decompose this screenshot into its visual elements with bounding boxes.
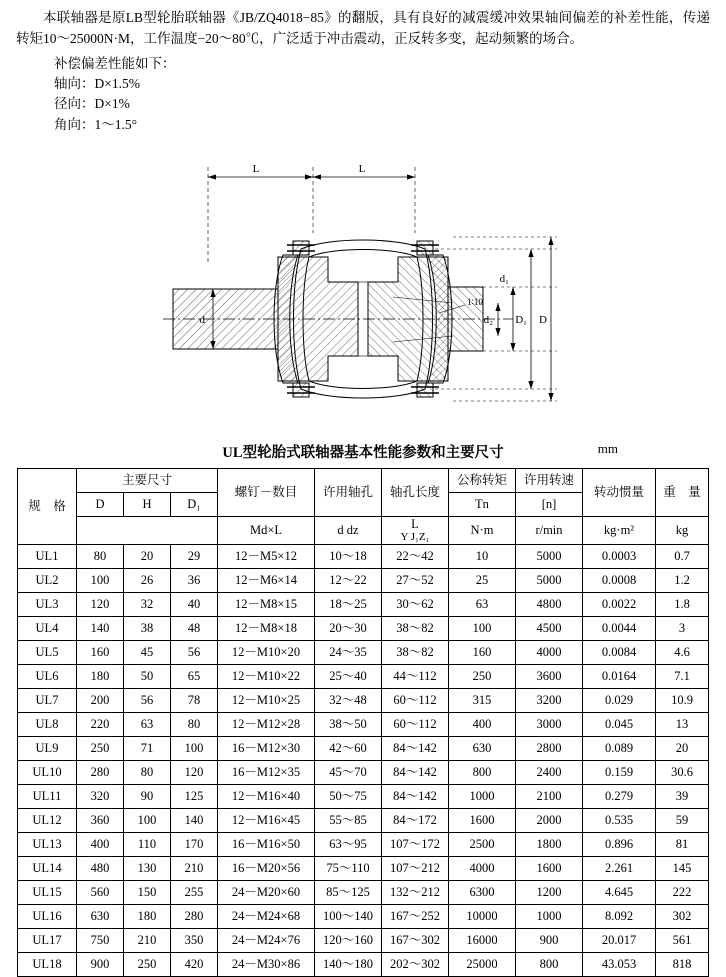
cell-H: 26 [124,568,171,592]
cell-bore: 100～140 [315,904,382,928]
cell-bore-length: 22～42 [382,544,449,568]
table-row [18,952,709,976]
cell-spec: UL7 [18,688,77,712]
cell-D1: 210 [171,856,218,880]
table-header-row-1 [18,468,709,492]
cell-spec: UL5 [18,640,77,664]
cell-bore-length: 38～82 [382,616,449,640]
cell-screws: 12－M5×12 [218,544,315,568]
cell-bore: 75～110 [315,856,382,880]
cell-weight: 1.2 [656,568,709,592]
table-row [18,568,709,592]
cell-H: 130 [124,856,171,880]
cell-torque: 630 [449,736,516,760]
cell-D1: 29 [171,544,218,568]
cell-bore: 38～50 [315,712,382,736]
header-main-dims: 主要尺寸 [77,468,218,492]
cell-bore-length: 44～112 [382,664,449,688]
cell-spec: UL10 [18,760,77,784]
cell-D1: 140 [171,808,218,832]
cell-screws: 12－M16×45 [218,808,315,832]
cell-inertia: 0.0164 [583,664,656,688]
cell-D: 80 [77,544,124,568]
table-title-row [0,441,726,462]
cell-screws: 12－M6×14 [218,568,315,592]
cell-speed: 4500 [516,616,583,640]
header-blank-dims [77,516,218,544]
cell-spec: UL6 [18,664,77,688]
table-row [18,544,709,568]
cell-bore-length: 27～52 [382,568,449,592]
cell-weight: 145 [656,856,709,880]
cell-screws: 24－M24×68 [218,904,315,928]
cell-inertia: 8.092 [583,904,656,928]
cell-D: 120 [77,592,124,616]
parameters-table [17,468,709,977]
cell-H: 50 [124,664,171,688]
cell-screws: 12－M10×22 [218,664,315,688]
header-sym-len [382,516,449,544]
cell-bore-length: 84～142 [382,760,449,784]
cell-spec: UL4 [18,616,77,640]
cell-torque: 400 [449,712,516,736]
cell-D: 750 [77,928,124,952]
cell-inertia: 0.896 [583,832,656,856]
cell-bore: 42～60 [315,736,382,760]
tolerance-heading: 补偿偏差性能如下： [54,55,176,71]
cell-bore: 63～95 [315,832,382,856]
cell-torque: 4000 [449,856,516,880]
cell-spec: UL16 [18,904,77,928]
cell-D1: 170 [171,832,218,856]
cell-D: 220 [77,712,124,736]
cell-weight: 302 [656,904,709,928]
cell-spec: UL11 [18,784,77,808]
cell-D: 560 [77,880,124,904]
cell-bore-length: 167～302 [382,928,449,952]
cell-spec: UL14 [18,856,77,880]
cell-bore: 120～160 [315,928,382,952]
cell-screws: 12－M12×28 [218,712,315,736]
cell-bore: 50～75 [315,784,382,808]
table-row [18,784,709,808]
cell-weight: 81 [656,832,709,856]
cell-screws: 16－M16×50 [218,832,315,856]
cell-D1: 78 [171,688,218,712]
cell-screws: 16－M12×30 [218,736,315,760]
table-row [18,640,709,664]
header-unit-weight: kg [656,516,709,544]
cell-speed: 4000 [516,640,583,664]
cell-torque: 1600 [449,808,516,832]
cell-torque: 25000 [449,952,516,976]
cell-speed: 1000 [516,904,583,928]
cell-speed: 800 [516,952,583,976]
dim-label-d2: d₂ [483,313,493,326]
cell-speed: 1200 [516,880,583,904]
header-sym-D: D [77,492,124,516]
header-inertia: 转动惯量 [583,468,656,516]
cell-bore-length: 60～112 [382,688,449,712]
cell-inertia: 0.089 [583,736,656,760]
coupling-drawing-svg [153,137,573,437]
dim-label-d: d [199,313,205,326]
intro-paragraph: 本联轴器是原LB型轮胎联轴器《JB/ZQ4018−85》的翻版，具有良好的减震缓冲效果轴间偏差的补差性能，传递转矩10～25000N·M，工作温度−20～80℃，广泛适于冲击震动，正反转多变，起动频繁的场合。 [16,10,710,46]
cell-inertia: 0.029 [583,688,656,712]
cell-D: 400 [77,832,124,856]
cell-D1: 36 [171,568,218,592]
cell-torque: 16000 [449,928,516,952]
cell-D: 360 [77,808,124,832]
cell-bore-length: 107～212 [382,856,449,880]
cell-weight: 7.1 [656,664,709,688]
cell-weight: 0.7 [656,544,709,568]
header-weight: 重 量 [656,468,709,516]
cell-speed: 1800 [516,832,583,856]
header-sym-len-bottom: Y J₁Z₁ [400,531,430,544]
header-unit-torque: N·m [449,516,516,544]
cell-H: 56 [124,688,171,712]
cell-screws: 12－M8×18 [218,616,315,640]
cell-inertia: 0.279 [583,784,656,808]
cell-bore: 12～22 [315,568,382,592]
cell-speed: 3600 [516,664,583,688]
cell-D1: 48 [171,616,218,640]
cell-screws: 24－M30×86 [218,952,315,976]
cell-H: 38 [124,616,171,640]
cell-torque: 25 [449,568,516,592]
cell-H: 80 [124,760,171,784]
cell-weight: 30.6 [656,760,709,784]
cell-bore: 20～30 [315,616,382,640]
cell-weight: 20 [656,736,709,760]
cell-D1: 125 [171,784,218,808]
cell-bore: 18～25 [315,592,382,616]
cell-bore: 25～40 [315,664,382,688]
cell-torque: 315 [449,688,516,712]
cell-speed: 900 [516,928,583,952]
header-spec: 规 格 [18,468,77,544]
cell-H: 100 [124,808,171,832]
cell-screws: 12－M10×25 [218,688,315,712]
cell-spec: UL3 [18,592,77,616]
cell-bore-length: 84～142 [382,784,449,808]
table-row [18,880,709,904]
table-row [18,760,709,784]
cell-weight: 13 [656,712,709,736]
cell-speed: 2100 [516,784,583,808]
cell-inertia: 0.0044 [583,616,656,640]
cell-inertia: 4.645 [583,880,656,904]
taper-label: 1∶10 [467,296,483,307]
cell-bore-length: 107～172 [382,832,449,856]
cell-torque: 100 [449,616,516,640]
cell-H: 32 [124,592,171,616]
cell-screws: 16－M12×35 [218,760,315,784]
cell-D1: 255 [171,880,218,904]
cell-speed: 4800 [516,592,583,616]
cell-torque: 63 [449,592,516,616]
cell-torque: 2500 [449,832,516,856]
cell-bore-length: 60～112 [382,712,449,736]
cell-bore-length: 30～62 [382,592,449,616]
cell-speed: 3000 [516,712,583,736]
table-row [18,928,709,952]
header-unit-speed: r/min [516,516,583,544]
cell-D: 200 [77,688,124,712]
table-row [18,808,709,832]
header-sym-bore: d dz [315,516,382,544]
cell-D1: 56 [171,640,218,664]
cell-torque: 800 [449,760,516,784]
cell-D1: 350 [171,928,218,952]
table-unit: mm [597,440,618,456]
cell-spec: UL1 [18,544,77,568]
table-row [18,736,709,760]
table-body [18,544,709,976]
cell-screws: 24－M24×76 [218,928,315,952]
cell-screws: 12－M8×15 [218,592,315,616]
cell-spec: UL15 [18,880,77,904]
coupling-technical-drawing [0,137,726,437]
cell-spec: UL8 [18,712,77,736]
table-header-row-3 [18,516,709,544]
cell-D: 140 [77,616,124,640]
cell-torque: 10 [449,544,516,568]
cell-D: 480 [77,856,124,880]
tolerance-angular: 角向：1～1.5° [54,116,138,132]
cell-spec: UL2 [18,568,77,592]
cell-screws: 12－M16×40 [218,784,315,808]
cell-D: 180 [77,664,124,688]
cell-torque: 1000 [449,784,516,808]
cell-torque: 250 [449,664,516,688]
cell-weight: 222 [656,880,709,904]
cell-bore: 32～48 [315,688,382,712]
table-row [18,688,709,712]
cell-speed: 5000 [516,544,583,568]
cell-spec: UL12 [18,808,77,832]
cell-H: 180 [124,904,171,928]
cell-H: 71 [124,736,171,760]
cell-bore: 45～70 [315,760,382,784]
tolerance-radial: 径向：D×1% [54,96,130,112]
header-sym-Tn: Tn [449,492,516,516]
header-sym-H: H [124,492,171,516]
table-row [18,616,709,640]
cell-screws: 12－M10×20 [218,640,315,664]
table-row [18,712,709,736]
cell-speed: 3200 [516,688,583,712]
cell-D: 280 [77,760,124,784]
table-row [18,904,709,928]
cell-D1: 40 [171,592,218,616]
dim-label-D1: D₁ [515,313,527,326]
cell-weight: 4.6 [656,640,709,664]
cell-H: 90 [124,784,171,808]
cell-weight: 818 [656,952,709,976]
dim-label-D: D [539,313,547,326]
cell-inertia: 0.0003 [583,544,656,568]
header-sym-MdL: Md×L [218,516,315,544]
dim-label-d1: d₁ [499,272,509,285]
cell-D1: 280 [171,904,218,928]
header-screws: 螺钉－数目 [218,468,315,516]
dim-label-L-right: L [358,162,366,175]
cell-H: 63 [124,712,171,736]
cell-bore: 55～85 [315,808,382,832]
cell-H: 210 [124,928,171,952]
cell-D: 100 [77,568,124,592]
header-sym-D1: D₁ [171,492,218,516]
cell-D1: 420 [171,952,218,976]
tolerance-list [54,54,726,135]
cell-speed: 2000 [516,808,583,832]
cell-inertia: 0.0008 [583,568,656,592]
table-title: UL型轮胎式联轴器基本性能参数和主要尺寸 [222,444,504,461]
header-sym-len-top: L [411,516,419,531]
header-torque: 公称转矩 [449,468,516,492]
cell-D1: 100 [171,736,218,760]
header-bore-length: 轴孔长度 [382,468,449,516]
cell-speed: 2800 [516,736,583,760]
cell-D1: 80 [171,712,218,736]
table-row [18,664,709,688]
cell-spec: UL13 [18,832,77,856]
cell-spec: UL17 [18,928,77,952]
cell-bore: 140～180 [315,952,382,976]
cell-bore-length: 167～252 [382,904,449,928]
cell-H: 150 [124,880,171,904]
table-row [18,856,709,880]
header-speed: 许用转速 [516,468,583,492]
table-row [18,592,709,616]
cell-D1: 65 [171,664,218,688]
cell-inertia: 2.261 [583,856,656,880]
cell-bore-length: 84～172 [382,808,449,832]
cell-weight: 561 [656,928,709,952]
cell-inertia: 0.535 [583,808,656,832]
cell-D: 630 [77,904,124,928]
cell-D: 900 [77,952,124,976]
cell-weight: 3 [656,616,709,640]
cell-bore-length: 84～142 [382,736,449,760]
cell-H: 20 [124,544,171,568]
cell-bore: 10～18 [315,544,382,568]
cell-spec: UL18 [18,952,77,976]
cell-speed: 1600 [516,856,583,880]
cell-H: 45 [124,640,171,664]
cell-inertia: 0.045 [583,712,656,736]
cell-weight: 39 [656,784,709,808]
cell-speed: 5000 [516,568,583,592]
cell-bore-length: 202～302 [382,952,449,976]
table-head [18,468,709,544]
cell-D: 160 [77,640,124,664]
header-bore: 许用轴孔 [315,468,382,516]
cell-bore-length: 132～212 [382,880,449,904]
cell-inertia: 20.017 [583,928,656,952]
cell-inertia: 0.0084 [583,640,656,664]
cell-weight: 1.8 [656,592,709,616]
cell-speed: 2400 [516,760,583,784]
cell-H: 250 [124,952,171,976]
cell-torque: 160 [449,640,516,664]
header-unit-inertia: kg·m² [583,516,656,544]
document-page [0,8,726,972]
cell-inertia: 0.0022 [583,592,656,616]
cell-spec: UL9 [18,736,77,760]
cell-torque: 6300 [449,880,516,904]
header-sym-n: [n] [516,492,583,516]
cell-weight: 59 [656,808,709,832]
table-row [18,832,709,856]
cell-weight: 10.9 [656,688,709,712]
cell-H: 110 [124,832,171,856]
cell-bore-length: 38～82 [382,640,449,664]
tolerance-axial: 轴向：D×1.5% [54,76,140,92]
cell-screws: 16－M20×56 [218,856,315,880]
cell-bore: 24～35 [315,640,382,664]
dim-label-L-left: L [252,162,260,175]
cell-torque: 10000 [449,904,516,928]
cell-inertia: 0.159 [583,760,656,784]
cell-inertia: 43.053 [583,952,656,976]
cell-D1: 120 [171,760,218,784]
cell-D: 250 [77,736,124,760]
cell-screws: 24－M20×60 [218,880,315,904]
cell-bore: 85～125 [315,880,382,904]
cell-D: 320 [77,784,124,808]
